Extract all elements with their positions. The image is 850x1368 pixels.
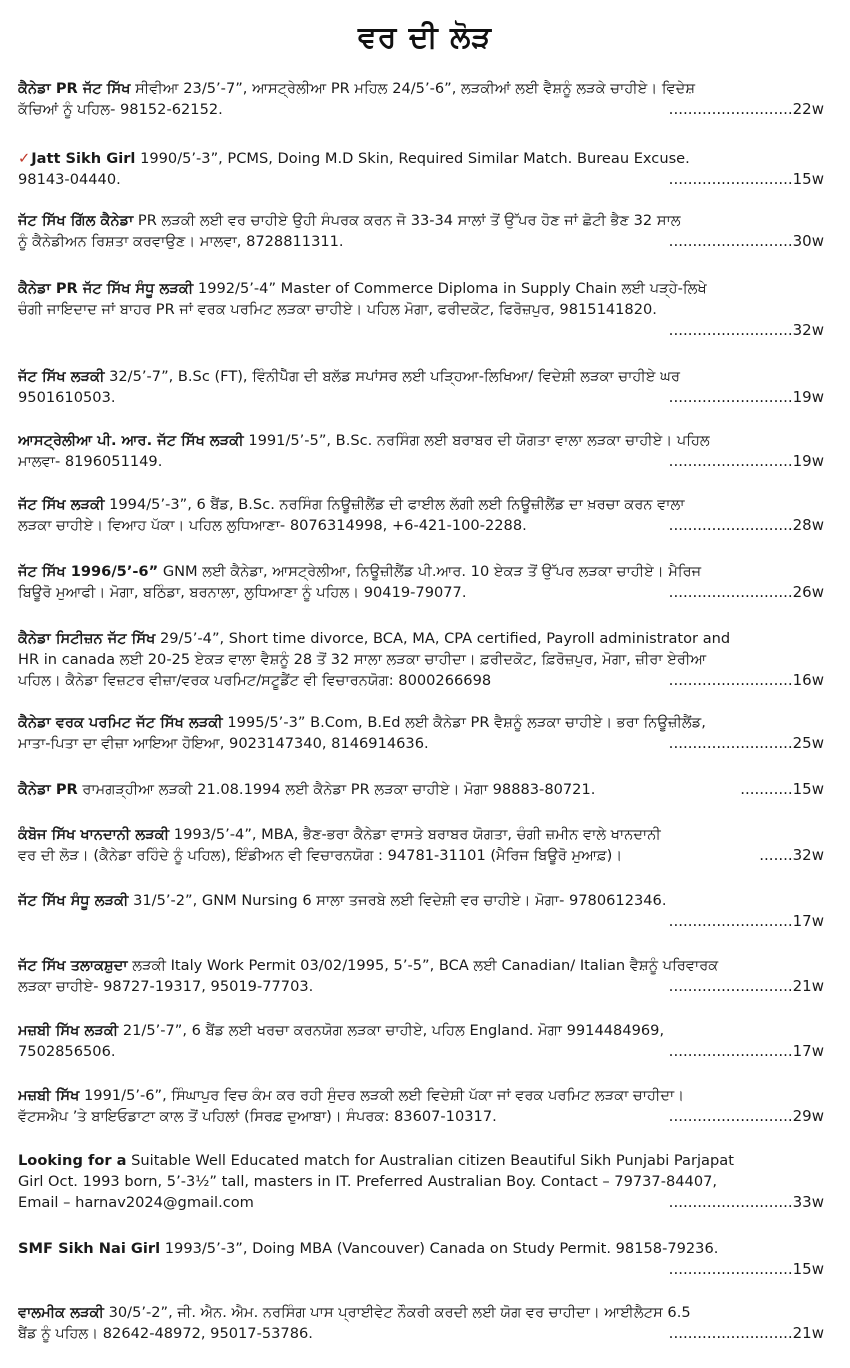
ad-text: 1995/5’-3” B.Com, B.Ed ਲਈ ਕੈਨੇਡਾ PR ਵੈਸ਼ਨੂੰ ਲੜਕਾ ਚਾਹੀਏ। ਭਰਾ ਨਿਊਜ਼ੀਲੈਂਡ,: [227, 714, 706, 731]
ad-text: 1994/5’-3”, 6 ਬੈਂਡ, B.Sc. ਨਰਸਿੰਗ ਨਿਊਜ਼ੀਲੈਂਡ ਦੀ ਫਾਈਲ ਲੱਗੀ ਲਈ ਨਿਊਜ਼ੀਲੈਂਡ ਦਾ ਖ਼ਰਚਾ ਕਰਨ ਵਾਲਾ: [109, 496, 685, 513]
ad-code: ..........................19w: [668, 452, 824, 470]
ad-tail: [18, 99, 824, 120]
ad-heading: ਕੈਨੇਡਾ PR ਜੱਟ ਸਿੱਖ ਸੰਧੂ ਲੜਕੀ: [18, 280, 194, 297]
ad-code: ..........................16w: [668, 671, 824, 689]
ad-text: 1992/5’-4” Master of Commerce Diploma in Supply Chain ਲਈ ਪੜ੍ਹੇ-ਲਿਖੇ: [197, 280, 707, 297]
ad-code: ..........................25w: [668, 734, 824, 752]
ad-listing: [18, 494, 824, 536]
ad-listing: [18, 1302, 824, 1344]
ad-text: 1993/5’-3”, Doing MBA (Vancouver) Canada on Study Permit. 98158-79236.: [164, 1240, 719, 1257]
ad-contact: ਲੜਕਾ ਚਾਹੀਏ- 98727-19317, 95019-77703.: [18, 978, 314, 995]
ad-heading: ਮਜ਼ਬੀ ਸਿੱਖ ਲੜਕੀ: [18, 1022, 119, 1039]
ad-tail: [18, 1192, 824, 1213]
ad-listing: [18, 955, 824, 997]
ad-line: ਚੰਗੀ ਜਾਇਦਾਦ ਜਾਂ ਬਾਹਰ PR ਜਾਂ ਵਰਕ ਪਰਮਿਟ ਲੜਕਾ ਚਾਹੀਏ। ਪਹਿਲ ਮੋਗਾ, ਫਰੀਦਕੋਟ, ਫਿਰੋਜ਼ਪੁਰ, 9815141820.: [18, 301, 657, 318]
ad-tail: [18, 1106, 824, 1127]
ad-listing: [18, 1020, 824, 1062]
ad-heading: SMF Sikh Nai Girl: [18, 1240, 161, 1257]
ad-text: Suitable Well Educated match for Australian citizen Beautiful Sikh Punjabi Parjapat: [131, 1152, 734, 1169]
ad-tail: [18, 387, 824, 408]
ad-tail: [18, 670, 824, 691]
ad-code: ..........................22w: [668, 100, 824, 118]
ad-contact: ਵਰ ਦੀ ਲੋੜ। (ਕੈਨੇਡਾ ਰਹਿੰਦੇ ਨੂੰ ਪਹਿਲ), ਇੰਡੀਅਨ ਵੀ ਵਿਚਾਰਨਯੋਗ : 94781-31101 (ਮੈਰਿਜ ਬਿਊਰੋ ਮੁਆਫ਼)।: [18, 847, 623, 864]
ad-line: [18, 1150, 824, 1171]
ad-code: ..........................30w: [668, 232, 824, 250]
ad-tail: [18, 320, 824, 341]
ad-heading: ਜੱਟ ਸਿੱਖ ਤਲਾਕਸ਼ੁਦਾ: [18, 957, 128, 974]
ad-line: Girl Oct. 1993 born, 5’-3½” tall, masters in IT. Preferred Australian Boy. Contact – 79737-84407,: [18, 1173, 718, 1190]
ad-text: ਸੀਵੀਆ 23/5’-7”, ਆਸਟ੍ਰੇਲੀਆ PR ਮਹਿਲ 24/5’-6”, ਲੜਕੀਆਂ ਲਈ ਵੈਸ਼ਨੂੰ ਲੜਕੇ ਚਾਹੀਏ। ਵਿਦੇਸ਼: [135, 80, 696, 97]
ad-listing: [18, 210, 824, 252]
ad-listing: [18, 890, 824, 932]
ad-code: ..........................32w: [668, 321, 824, 339]
ad-text: 1991/5’-5”, B.Sc. ਨਰਸਿੰਗ ਲਈ ਬਰਾਬਰ ਦੀ ਯੋਗਤਾ ਵਾਲਾ ਲੜਕਾ ਚਾਹੀਏ। ਪਹਿਲ: [248, 432, 710, 449]
ad-line: HR in canada ਲਈ 20-25 ਏਕੜ ਵਾਲਾ ਵੈਸ਼ਨੂੰ 28 ਤੋਂ 32 ਸਾਲਾ ਲੜਕਾ ਚਾਹੀਦਾ। ਫ਼ਰੀਦਕੋਟ, ਫ਼ਿਰੋਜ਼ਪੁਰ, ਮੋਗਾ, ਜ਼ੀਰਾ ਏਰੀਆ: [18, 651, 707, 668]
ad-tail: [18, 169, 824, 190]
ad-line: [18, 430, 824, 451]
ad-text: PR ਲੜਕੀ ਲਈ ਵਰ ਚਾਹੀਏ ਉਹੀ ਸੰਪਰਕ ਕਰਨ ਜੋ 33-34 ਸਾਲਾਂ ਤੋਂ ਉੱਪਰ ਹੋਣ ਜਾਂ ਛੋਟੀ ਭੈਣ 32 ਸਾਲ: [137, 212, 681, 229]
ad-heading: Jatt Sikh Girl: [31, 150, 136, 167]
ad-tail: [18, 231, 824, 252]
ad-listing: [18, 430, 824, 472]
ad-listing: [18, 824, 824, 866]
ad-listing: [18, 78, 824, 120]
ad-text: GNM ਲਈ ਕੈਨੇਡਾ, ਆਸਟ੍ਰੇਲੀਆ, ਨਿਊਜ਼ੀਲੈਂਡ ਪੀ.ਆਰ. 10 ਏਕੜ ਤੋਂ ਉੱਪਰ ਲੜਕਾ ਚਾਹੀਏ। ਮੈਰਿਜ: [162, 563, 702, 580]
ad-listing: [18, 561, 824, 603]
ad-line: [18, 1020, 824, 1041]
ad-code: ..........................21w: [668, 1324, 824, 1342]
ad-contact: ਪਹਿਲ। ਕੈਨੇਡਾ ਵਿਜ਼ਟਰ ਵੀਜ਼ਾ/ਵਰਕ ਪਰਮਿਟ/ਸਟੂਡੈਂਟ ਵੀ ਵਿਚਾਰਨਯੋਗ: 8000266698: [18, 672, 492, 689]
ad-text: 21/5’-7”, 6 ਬੈਂਡ ਲਈ ਖਰਚਾ ਕਰਨਯੋਗ ਲੜਕਾ ਚਾਹੀਏ, ਪਹਿਲ England. ਮੋਗਾ 9914484969,: [122, 1022, 665, 1039]
ad-line: [18, 278, 824, 299]
ad-code: ..........................29w: [668, 1107, 824, 1125]
ad-listing: [18, 779, 824, 800]
ad-listing: [18, 278, 824, 341]
ad-tail: [18, 451, 824, 472]
ad-contact: ਬਿਊਰੋ ਮੁਆਫੀ। ਮੋਗਾ, ਬਠਿੰਡਾ, ਬਰਨਾਲਾ, ਲੁਧਿਆਣਾ ਨੂੰ ਪਹਿਲ। 90419-79077.: [18, 584, 467, 601]
ad-heading: ਕੈਨੇਡਾ PR ਜੱਟ ਸਿੱਖ: [18, 80, 131, 97]
ad-text: 29/5’-4”, Short time divorce, BCA, MA, CPA certified, Payroll administrator and: [159, 630, 731, 647]
ad-line: [18, 494, 824, 515]
ad-heading: ਜੱਟ ਸਿੱਖ ਲੜਕੀ: [18, 368, 105, 385]
ad-text: ਰਾਮਗੜ੍ਹੀਆ ਲੜਕੀ 21.08.1994 ਲਈ ਕੈਨੇਡਾ PR ਲੜਕਾ ਚਾਹੀਏ। ਮੋਗਾ 98883-80721.: [82, 781, 596, 798]
ad-code: ...........15w: [740, 780, 824, 798]
ad-code: ..........................26w: [668, 583, 824, 601]
check-mark-icon: ✓: [18, 150, 31, 167]
ad-text: 32/5’-7”, B.Sc (FT), ਵਿੰਨੀਪੈੱਗ ਦੀ ਬਲੱਡ ਸਪਾਂਸਰ ਲਈ ਪੜ੍ਹਿਆ-ਲਿਖਿਆ/ ਵਿਦੇਸ਼ੀ ਲੜਕਾ ਚਾਹੀਏ ਘਰ: [109, 368, 680, 385]
ad-heading: ਜੱਟ ਸਿੱਖ 1996/5’-6”: [18, 563, 159, 580]
ad-contact: ਮਾਲਵਾ- 8196051149.: [18, 453, 163, 470]
ad-code: ..........................17w: [668, 1042, 824, 1060]
ad-tail: [18, 1041, 824, 1062]
ad-heading: ਜੱਟ ਸਿੱਖ ਲੜਕੀ: [18, 496, 105, 513]
ad-heading: ਵਾਲਮੀਕ ਲੜਕੀ: [18, 1304, 104, 1321]
ad-contact: 7502856506.: [18, 1043, 116, 1060]
ad-contact: ਬੈਂਡ ਨੂੰ ਪਹਿਲ। 82642-48972, 95017-53786.: [18, 1325, 313, 1342]
ad-line: [18, 628, 824, 649]
ad-listing: [18, 1238, 824, 1280]
ad-tail: [18, 582, 824, 603]
ad-code: .......32w: [759, 846, 824, 864]
ad-line: [18, 561, 824, 582]
ad-heading: ਜੱਟ ਸਿੱਖ ਸੰਧੂ ਲੜਕੀ: [18, 892, 129, 909]
ad-text: 1993/5’-4”, MBA, ਭੈਣ-ਭਰਾ ਕੈਨੇਡਾ ਵਾਸਤੇ ਬਰਾਬਰ ਯੋਗਤਾ, ਚੰਗੀ ਜ਼ਮੀਨ ਵਾਲੇ ਖਾਨਦਾਨੀ: [173, 826, 661, 843]
ad-tail: [18, 1323, 824, 1344]
ad-code: ..........................28w: [668, 516, 824, 534]
ad-code: ..........................17w: [668, 912, 824, 930]
ad-code: ..........................21w: [668, 977, 824, 995]
ad-code: ..........................15w: [668, 170, 824, 188]
ad-line: [18, 890, 824, 911]
ad-tail: [18, 845, 824, 866]
ad-heading: ਕੈਨੇਡਾ ਸਿਟੀਜ਼ਨ ਜੱਟ ਸਿੱਖ: [18, 630, 156, 647]
ad-contact: ਮਾਤਾ-ਪਿਤਾ ਦਾ ਵੀਜ਼ਾ ਆਇਆ ਹੋਇਆ, 9023147340, 8146914636.: [18, 735, 429, 752]
ad-contact: ਨੂੰ ਕੈਨੇਡੀਅਨ ਰਿਸ਼ਤਾ ਕਰਵਾਉਣ। ਮਾਲਵਾ, 8728811311.: [18, 233, 344, 250]
ad-heading: ਕੰਬੋਜ ਸਿੱਖ ਖਾਨਦਾਨੀ ਲੜਕੀ: [18, 826, 170, 843]
ad-tail: [18, 515, 824, 536]
ad-heading: ਕੈਨੇਡਾ PR: [18, 781, 78, 798]
ad-heading: Looking for a: [18, 1152, 127, 1169]
ad-listing: [18, 1085, 824, 1127]
ad-tail: [18, 779, 824, 800]
ad-line: [18, 148, 824, 169]
ad-code: ..........................15w: [668, 1260, 824, 1278]
ad-tail: [18, 733, 824, 754]
ad-tail: [18, 976, 824, 997]
ad-email: Email – harnav2024@gmail.com: [18, 1194, 254, 1211]
ad-contact: 98143-04440.: [18, 171, 121, 188]
ad-heading: ਮਜ਼ਬੀ ਸਿੱਖ: [18, 1087, 80, 1104]
ad-text: 30/5’-2”, ਜੀ. ਐਨ. ਐਮ. ਨਰਸਿੰਗ ਪਾਸ ਪ੍ਰਾਈਵੇਟ ਨੌਕਰੀ ਕਰਦੀ ਲਈ ਯੋਗ ਵਰ ਚਾਹੀਦਾ। ਆਈਲੈਟਸ 6.5: [108, 1304, 691, 1321]
ad-code: ..........................33w: [668, 1193, 824, 1211]
ad-heading: ਜੱਟ ਸਿੱਖ ਗਿੱਲ ਕੈਨੇਡਾ: [18, 212, 134, 229]
ad-line: [18, 824, 824, 845]
ad-heading: ਕੈਨੇਡਾ ਵਰਕ ਪਰਮਿਟ ਜੱਟ ਸਿੱਖ ਲੜਕੀ: [18, 714, 223, 731]
ad-contact: ਕੱਚਿਆਂ ਨੂੰ ਪਹਿਲ- 98152-62152.: [18, 101, 223, 118]
ad-listing: [18, 148, 824, 190]
ad-line: [18, 210, 824, 231]
ad-listing: [18, 712, 824, 754]
ad-line: [18, 78, 824, 99]
ad-text: ਲੜਕੀ Italy Work Permit 03/02/1995, 5’-5”, BCA ਲਈ Canadian/ Italian ਵੈਸ਼ਨੂੰ ਪਰਿਵਾਰਕ: [132, 957, 719, 974]
ad-text: 1990/5’-3”, PCMS, Doing M.D Skin, Required Similar Match. Bureau Excuse.: [140, 150, 690, 167]
ad-contact: ਵੱਟਸਐਪ ’ਤੇ ਬਾਇਓਡਾਟਾ ਕਾਲ ਤੋਂ ਪਹਿਲਾਂ (ਸਿਰਫ਼ ਦੁਆਬਾ)। ਸੰਪਰਕ: 83607-10317.: [18, 1108, 497, 1125]
ad-line: [18, 1085, 824, 1106]
ad-contact: 9501610503.: [18, 389, 116, 406]
ad-listing: [18, 628, 824, 691]
ad-contact: ਲੜਕਾ ਚਾਹੀਏ। ਵਿਆਹ ਪੱਕਾ। ਪਹਿਲ ਲੁਧਿਆਣਾ- 8076314998, +6-421-100-2288.: [18, 517, 527, 534]
ad-listing: [18, 366, 824, 408]
ad-text: 31/5’-2”, GNM Nursing 6 ਸਾਲਾ ਤਜਰਬੇ ਲਈ ਵਿਦੇਸ਼ੀ ਵਰ ਚਾਹੀਏ। ਮੋਗਾ- 9780612346.: [133, 892, 667, 909]
ad-tail: [18, 911, 824, 932]
ad-listing: [18, 1150, 824, 1213]
ad-code: ..........................19w: [668, 388, 824, 406]
ad-line: [18, 712, 824, 733]
ad-tail: [18, 1259, 824, 1280]
ad-line: [18, 1238, 824, 1259]
ad-text: 1991/5’-6”, ਸਿੰਘਾਪੁਰ ਵਿਚ ਕੰਮ ਕਰ ਰਹੀ ਸੁੰਦਰ ਲੜਕੀ ਲਈ ਵਿਦੇਸ਼ੀ ਪੱਕਾ ਜਾਂ ਵਰਕ ਪਰਮਿਟ ਲੜਕਾ ਚਾਹੀਦਾ।: [84, 1087, 685, 1104]
ad-line: [18, 1302, 824, 1323]
ad-line: [18, 955, 824, 976]
page-title: ਵਰ ਦੀ ਲੋੜ: [357, 20, 493, 55]
ad-line: [18, 366, 824, 387]
ad-heading: ਆਸਟ੍ਰੇਲੀਆ ਪੀ. ਆਰ. ਜੱਟ ਸਿੱਖ ਲੜਕੀ: [18, 432, 244, 449]
